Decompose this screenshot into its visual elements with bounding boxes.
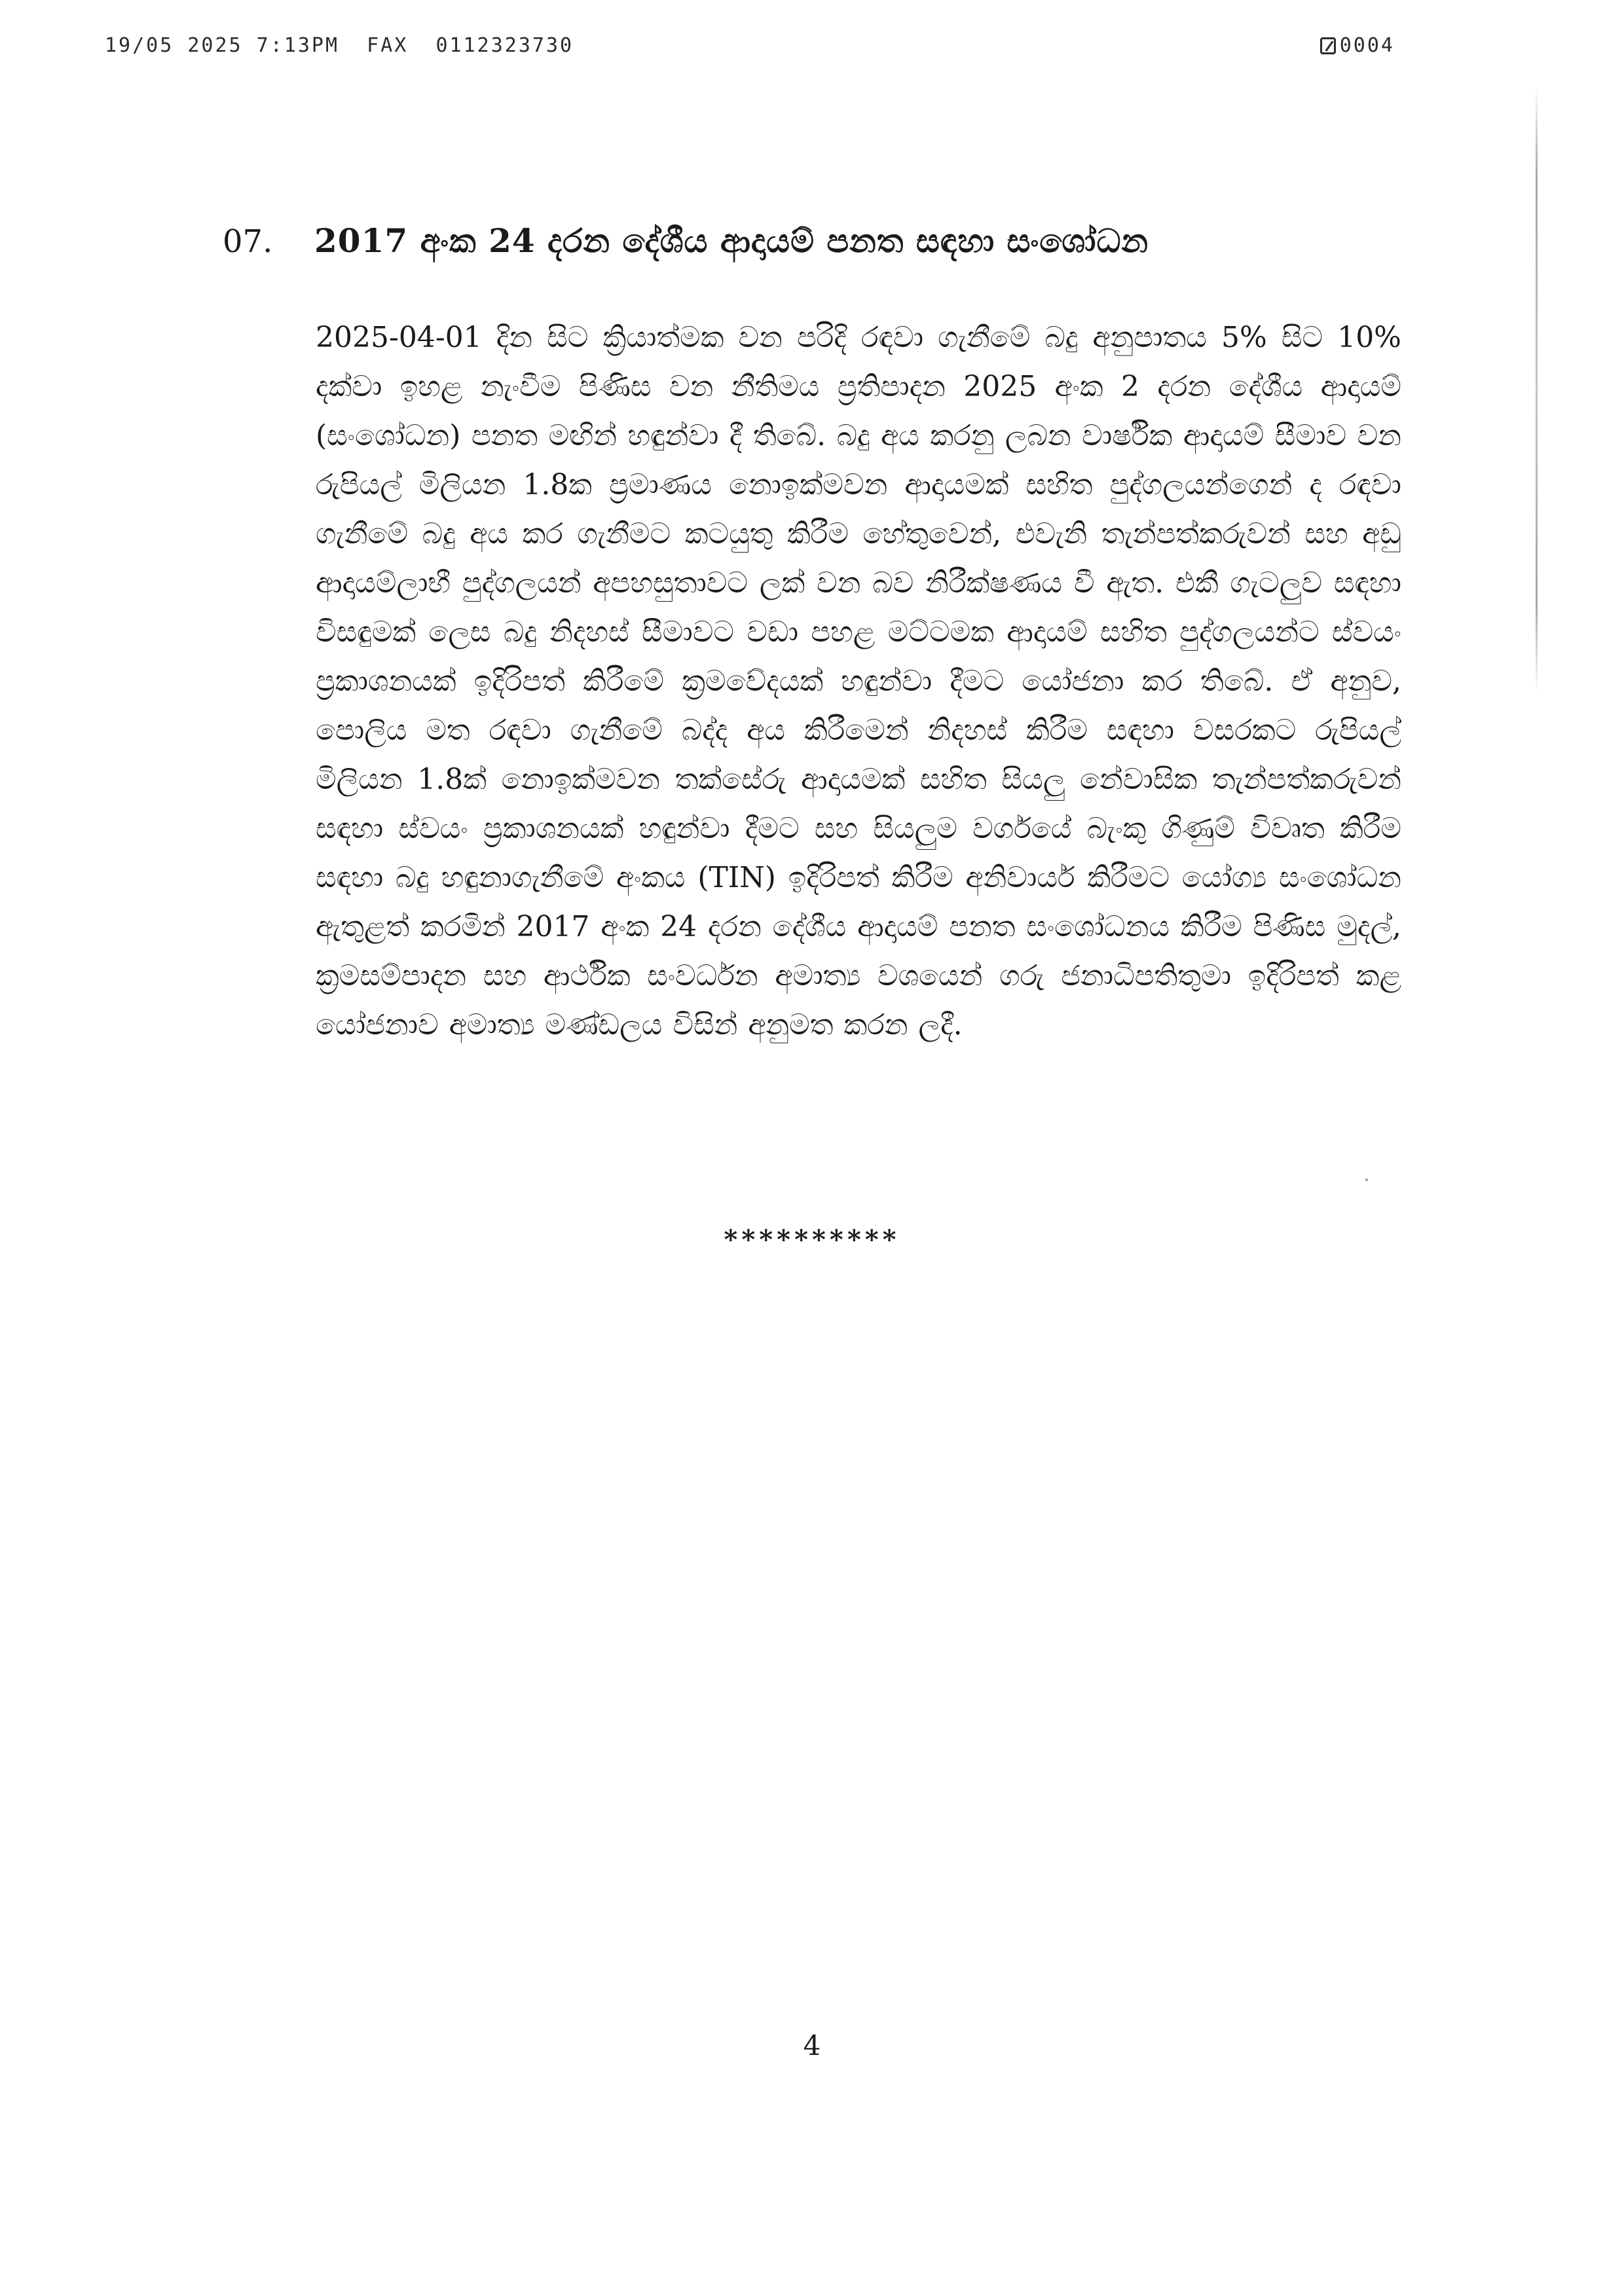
fax-transmission-info: 19/05 2025 7:13PM FAX 0112323730 <box>105 34 574 57</box>
scan-edge-mark <box>1536 85 1538 694</box>
page-number: 4 <box>803 2030 821 2062</box>
section-number: 07. <box>223 223 273 260</box>
section-heading: 2017 අංක 24 දරන දේශීය ආදායම් පනත සඳහා සංශෝධන <box>314 221 1149 260</box>
scan-speck <box>1365 1178 1368 1181</box>
section-separator: ********** <box>724 1224 900 1255</box>
fax-page-counter <box>1320 34 1395 57</box>
fax-page-count: 0004 <box>1339 34 1395 57</box>
fax-header <box>105 34 1395 67</box>
section-body-paragraph: 2025-04-01 දින සිට ක්‍රියාත්මක වන පරිදි රඳවා ගැනීමේ බදු අනුපාතය 5% සිට 10% දක්වා ඉහළ නැංවීම පිණිස වන නීතිමය ප්‍රතිපාදන 2025 අංක 2 දරන දේශීය ආදායම් (සංශෝධන) පනත මඟින් හඳුන්වා දී තිබේ. බදු අය කරනු ලබන වාර්ෂික ආදායම් සීමාව වන රුපියල් මිලියන 1.8ක ප්‍රමාණය නොඉක්මවන ආදායමක් සහිත පුද්ගලයන්ගෙන් ද රඳවා ගැනීමේ බදු අය කර ගැනීමට කටයුතු කිරීම හේතුවෙන්, එවැනි තැන්පත්කරුවන් සහ අඩු ආදායම්ලාභී පුද්ගලයන් අපහසුතාවට ලක් වන බව නිරීක්ෂණය වී ඇත. එකී ගැටලුව සඳහා විසඳුමක් ලෙස බදු නිදහස් සීමාවට වඩා පහළ මට්ටමක ආදායම් සහිත පුද්ගලයන්ට ස්වයං ප්‍රකාශනයක් ඉදිරිපත් කිරීමේ ක්‍රමවේදයක් හඳුන්වා දීමට යෝජනා කර තිබේ. ඒ අනුව, පොලිය මත රඳවා ගැනීමේ බද්ද අය කිරීමෙන් නිදහස් කිරීම සඳහා වසරකට රුපියල් මිලියන 1.8ක් නොඉක්මවන තක්සේරු ආදායමක් සහිත සියලු නේවාසික තැන්පත්කරුවන් සඳහා ස්වයං ප්‍රකාශනයක් හඳුන්වා දීමට සහ සියලුම වර්ගයේ බැංකු ගිණුම් විවෘත කිරීම සඳහා බදු හඳුනාගැනීමේ අංකය (TIN) ඉදිරිපත් කිරීම අනිවාර්ය කිරීමට යෝග්‍ය සංශෝධන ඇතුළත් කරමින් 2017 අංක 24 දරන දේශීය ආදායම් පනත සංශෝධනය කිරීම පිණිස මුදල්, ක්‍රමසම්පාදන සහ ආර්ථික සංවර්ධන අමාත්‍ය වශයෙන් ගරු ජනාධිපතිතුමා ඉදිරිපත් කළ යෝජනාව අමාත්‍ය මණ්ඩලය විසින් අනුමත කරන ලදී. <box>316 321 1401 1042</box>
fax-check-icon <box>1320 37 1336 54</box>
section-title <box>223 221 1467 261</box>
